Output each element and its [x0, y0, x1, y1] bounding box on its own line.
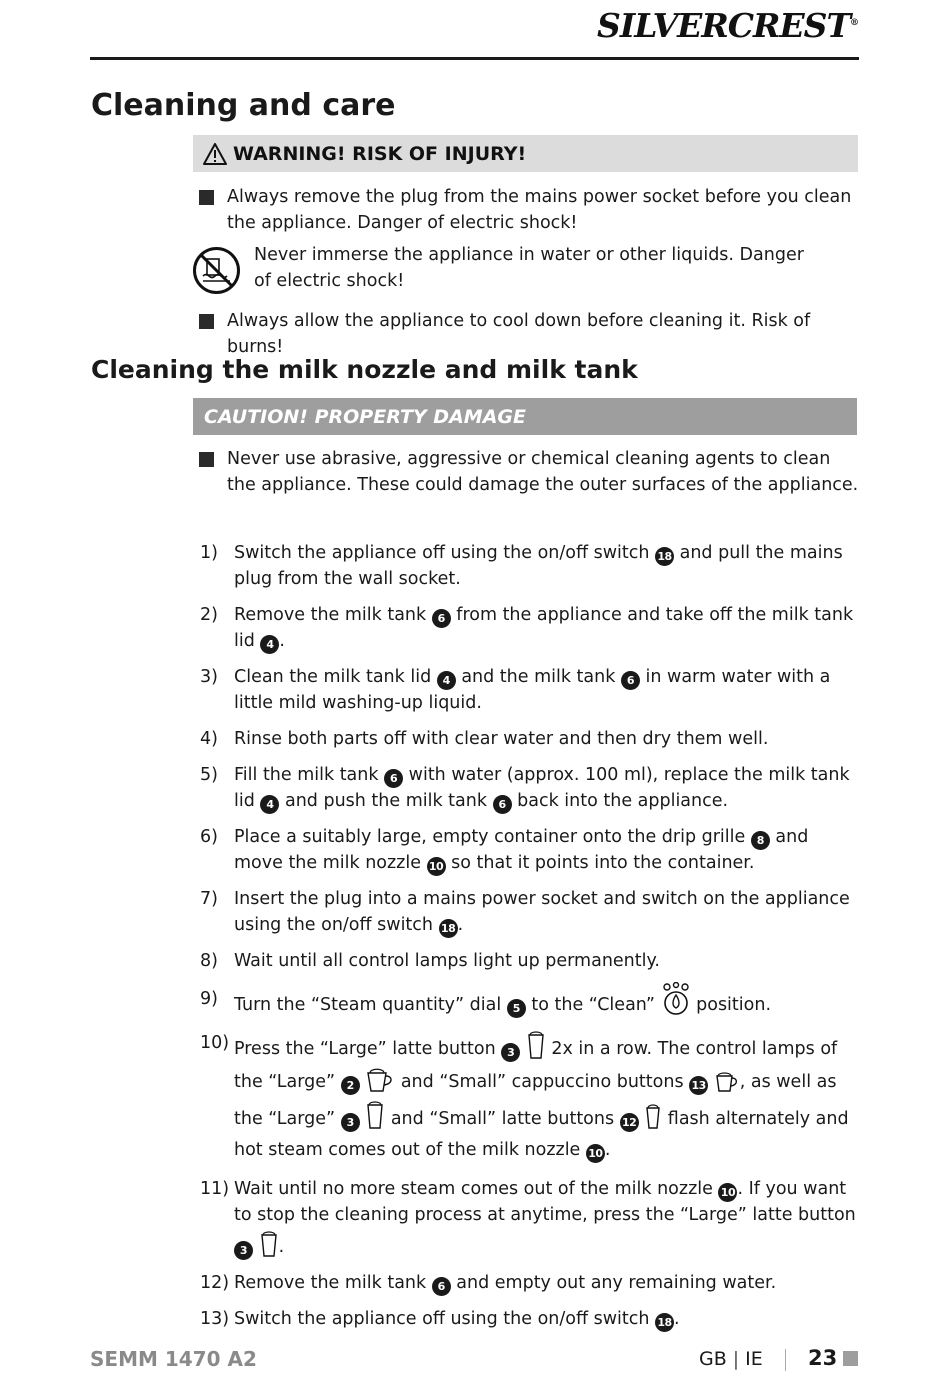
step-text: with water (approx. 100 ml), replace the milk tank lid — [234, 765, 850, 811]
ref-badge: 13 — [689, 1076, 708, 1095]
ref-badge: 10 — [718, 1183, 737, 1202]
footer-languages — [699, 1348, 763, 1370]
step-number: 1) — [200, 543, 218, 563]
ref-badge: 6 — [432, 1277, 451, 1296]
ref-badge: 3 — [234, 1241, 253, 1260]
section-title-milk: Cleaning the milk nozzle and milk tank — [91, 355, 638, 384]
step-number: 8) — [200, 951, 218, 971]
bullet-text: Always allow the appliance to cool down before cleaning it. Risk of burns! — [227, 311, 811, 357]
step-text: , as well as the “Large” — [234, 1072, 837, 1129]
latte-glass-icon — [259, 1228, 279, 1258]
step-13 — [200, 1306, 860, 1332]
step-text: and the milk tank — [455, 667, 621, 687]
step-number: 12) — [200, 1273, 230, 1293]
bullet-square-icon — [199, 452, 214, 467]
caution-label: CAUTION! PROPERTY DAMAGE — [204, 405, 526, 428]
step-number: 10) — [200, 1033, 230, 1053]
footer-divider — [785, 1349, 786, 1371]
brand-part-2: CREST — [727, 6, 850, 45]
step-number: 5) — [200, 765, 218, 785]
lang-ie: IE — [745, 1348, 763, 1370]
ref-badge: 5 — [507, 999, 526, 1018]
caution-box — [193, 398, 857, 435]
step-2 — [200, 602, 860, 654]
warning-triangle-icon — [203, 143, 227, 165]
step-1 — [200, 540, 860, 592]
step-text: to the “Clean” — [525, 995, 661, 1015]
step-text: and empty out any remaining water. — [450, 1273, 777, 1293]
ref-badge: 3 — [501, 1043, 520, 1062]
ref-badge: 18 — [655, 547, 674, 566]
brand-registered-mark: ® — [850, 18, 858, 28]
bullet-item — [199, 184, 860, 236]
no-immersion-icon — [192, 246, 241, 295]
brand-logo — [597, 6, 858, 45]
no-immersion-text: Never immerse the appliance in water or other liquids. Danger of electric shock! — [254, 245, 804, 291]
step-text: from the appliance and take off the milk tank lid — [234, 605, 854, 651]
step-text: Remove the milk tank — [234, 605, 432, 625]
step-text: flash alternately and hot steam comes out of the milk nozzle — [234, 1109, 849, 1160]
step-number: 11) — [200, 1179, 230, 1199]
ref-badge: 6 — [384, 769, 403, 788]
ref-badge: 4 — [260, 635, 279, 654]
step-text: and push the milk tank — [279, 791, 493, 811]
footer-square-icon — [843, 1351, 858, 1366]
cleaning-steps — [200, 540, 860, 1342]
clean-droplet-icon — [661, 982, 691, 1016]
warning-label: WARNING! RISK OF INJURY! — [233, 142, 527, 165]
bullet-square-icon — [199, 314, 214, 329]
ref-badge: 4 — [437, 671, 456, 690]
step-number: 3) — [200, 667, 218, 687]
warning-box — [193, 135, 858, 172]
ref-badge: 2 — [341, 1076, 360, 1095]
step-text: and pull the mains plug from the wall socket. — [234, 543, 843, 589]
ref-badge: 18 — [439, 919, 458, 938]
step-text: in warm water with a little mild washing-up liquid. — [234, 667, 831, 713]
step-text: Turn the “Steam quantity” dial — [234, 995, 507, 1015]
step-text: and “Small” cappuccino buttons — [395, 1072, 690, 1092]
step-3 — [200, 664, 860, 716]
ref-badge: 4 — [260, 795, 279, 814]
bullet-text: Always remove the plug from the mains power socket before you clean the appliance. Danger of electric shock! — [227, 187, 852, 233]
step-text: Rinse both parts off with clear water and then dry them well. — [234, 729, 769, 749]
latte-glass-icon — [365, 1098, 385, 1130]
lang-gb: GB — [699, 1348, 727, 1370]
step-12 — [200, 1270, 860, 1296]
page-number: 23 — [808, 1346, 838, 1370]
ref-badge: 3 — [341, 1113, 360, 1132]
ref-badge: 18 — [655, 1313, 674, 1332]
ref-badge: 12 — [620, 1113, 639, 1132]
ref-badge: 6 — [493, 795, 512, 814]
step-number: 4) — [200, 729, 218, 749]
step-number: 9) — [200, 989, 218, 1009]
step-number: 7) — [200, 889, 218, 909]
step-text: Insert the plug into a mains power socket and switch on the appliance using the on/off switch — [234, 889, 850, 935]
step-5 — [200, 762, 860, 814]
step-text: . — [674, 1309, 680, 1329]
section-title-cleaning: Cleaning and care — [91, 88, 396, 123]
step-text: and “Small” latte buttons — [385, 1109, 620, 1129]
step-number: 13) — [200, 1309, 230, 1329]
ref-badge: 10 — [586, 1144, 605, 1163]
step-text: . — [457, 915, 464, 935]
step-4 — [200, 726, 860, 752]
bullet-square-icon — [199, 190, 214, 205]
lang-separator: | — [732, 1348, 740, 1370]
footer-model: SEMM 1470 A2 — [90, 1347, 257, 1371]
step-text: . If you want to stop the cleaning process at anytime, press the “Large” latte button — [234, 1179, 856, 1225]
step-8 — [200, 948, 860, 974]
step-text: Press the “Large” latte button — [234, 1039, 502, 1059]
step-text: Remove the milk tank — [234, 1273, 432, 1293]
step-6 — [200, 824, 860, 876]
step-text: so that it points into the container. — [445, 853, 755, 873]
cappuccino-cup-icon — [365, 1065, 395, 1093]
step-text: Switch the appliance off using the on/off switch — [234, 543, 656, 563]
step-text: . — [278, 1237, 285, 1257]
latte-glass-icon — [526, 1028, 546, 1060]
brand-part-1: SILVER — [597, 6, 728, 45]
step-text: back into the appliance. — [511, 791, 729, 811]
step-text: Wait until no more steam comes out of the milk nozzle — [234, 1179, 719, 1199]
step-number: 6) — [200, 827, 218, 847]
step-text: position. — [690, 995, 772, 1015]
step-text: Fill the milk tank — [234, 765, 385, 785]
step-11 — [200, 1176, 860, 1260]
step-10 — [200, 1028, 860, 1166]
bullet-item — [199, 308, 860, 360]
header-rule — [90, 57, 859, 60]
step-text: Place a suitably large, empty container onto the drip grille — [234, 827, 751, 847]
step-7 — [200, 886, 860, 938]
bullet-item — [199, 446, 860, 498]
ref-badge: 6 — [621, 671, 640, 690]
step-text: . — [604, 1140, 611, 1160]
step-text: 2x in a row. The control lamps of the “Large” — [234, 1039, 838, 1092]
step-text: Switch the appliance off using the on/off switch — [234, 1309, 656, 1329]
ref-badge: 6 — [432, 609, 451, 628]
step-number: 2) — [200, 605, 218, 625]
bullet-text: Never use abrasive, aggressive or chemical cleaning agents to clean the appliance. These could damage the outer surfaces of the appliance. — [227, 449, 859, 495]
step-9 — [200, 982, 860, 1022]
ref-badge: 10 — [427, 857, 446, 876]
step-text: . — [279, 631, 285, 651]
cappuccino-cup-icon — [714, 1069, 740, 1093]
step-text: Wait until all control lamps light up permanently. — [234, 951, 660, 971]
latte-glass-icon — [644, 1102, 662, 1130]
step-text: Clean the milk tank lid — [234, 667, 437, 687]
ref-badge: 8 — [751, 831, 770, 850]
step-text: and move the milk nozzle — [234, 827, 809, 873]
